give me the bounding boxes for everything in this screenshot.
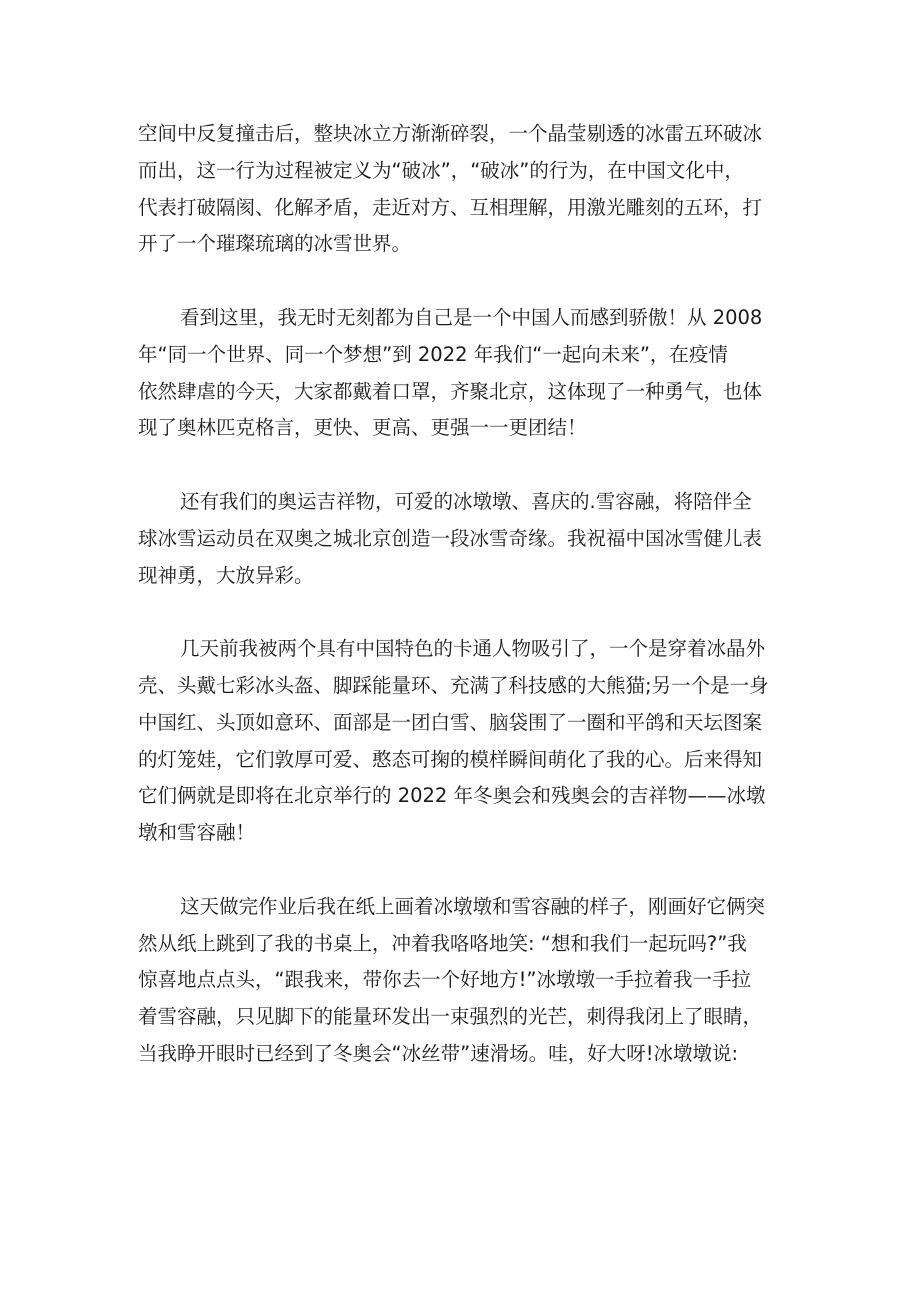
text-line: 看到这里，我无时无刻都为自己是一个中国人而感到骄傲！从 2008 [180, 305, 763, 329]
paragraph-4 [138, 631, 798, 852]
text-line: 墩和雪容融！ [138, 821, 256, 845]
text-line: 壳、头戴七彩冰头盔、脚踩能量环、充满了科技感的大熊猫;另一个是一身 [138, 673, 769, 697]
text-line: 空间中反复撞击后，整块冰立方渐渐碎裂，一个晶莹剔透的冰雷五环破冰 [138, 122, 763, 145]
text-line: 依然肆虐的今天，大家都戴着口罩，齐聚北京，这体现了一种勇气，也体 [138, 379, 763, 403]
text-line: 当我睁开眼时已经到了冬奥会“冰丝带”速滑场。哇，好大呀!冰墩墩说: [138, 1041, 739, 1065]
text-line: 现了奥林匹克格言，更快、更高、更强一一更团结！ [138, 416, 587, 440]
text-line: 几天前我被两个具有中国特色的卡通人物吸引了，一个是穿着冰晶外 [180, 637, 766, 661]
text-line: 中国红、头顶如意环、面部是一团白雪、脑袋围了一圈和平鸽和天坛图案 [138, 710, 763, 734]
text-line: 球冰雪运动员在双奥之城北京创造一段冰雪奇缘。我祝福中国冰雪健儿表 [138, 526, 763, 550]
text-line: 开了一个璀璨琉璃的冰雪世界。 [138, 232, 412, 256]
text-line: 年“同一个世界、同一个梦想”到 2022 年我们“一起向未来”，在疫情 [138, 342, 728, 366]
paragraph-1 [138, 116, 798, 263]
paragraph-2 [138, 300, 798, 447]
text-line: 而出，这一行为过程被定义为“破冰”，“破冰”的行为，在中国文化中， [138, 158, 744, 182]
text-line: 的灯笼娃，它们敦厚可爱、憨态可掬的模样瞬间萌化了我的心。后来得知 [138, 747, 763, 771]
text-line: 着雪容融，只见脚下的能量环发出一束强烈的光芒，刺得我闭上了眼睛， [138, 1005, 763, 1029]
text-line: 代表打破隔阂、化解矛盾，走近对方、互相理解，用激光雕刻的五环，打 [138, 195, 763, 219]
text-line: 这天做完作业后我在纸上画着冰墩墩和雪容融的样子，刚画好它俩突 [180, 894, 766, 918]
text-line: 然从纸上跳到了我的书桌上，冲着我咯咯地笑: “想和我们一起玩吗?”我 [138, 931, 747, 955]
text-line: 现神勇，大放异彩。 [138, 563, 314, 587]
paragraph-3 [138, 484, 798, 594]
text-line: 还有我们的奥运吉祥物，可爱的冰墩墩、喜庆的.雪容融，将陪伴全 [180, 489, 752, 513]
document-body [138, 116, 798, 1073]
text-line: 惊喜地点点头，“跟我来，带你去一个好地方!”冰墩墩一手拉着我一手拉 [138, 968, 752, 992]
text-line: 它们俩就是即将在北京举行的 2022 年冬奥会和残奥会的吉祥物——冰墩 [138, 784, 766, 808]
paragraph-5 [138, 889, 798, 1073]
